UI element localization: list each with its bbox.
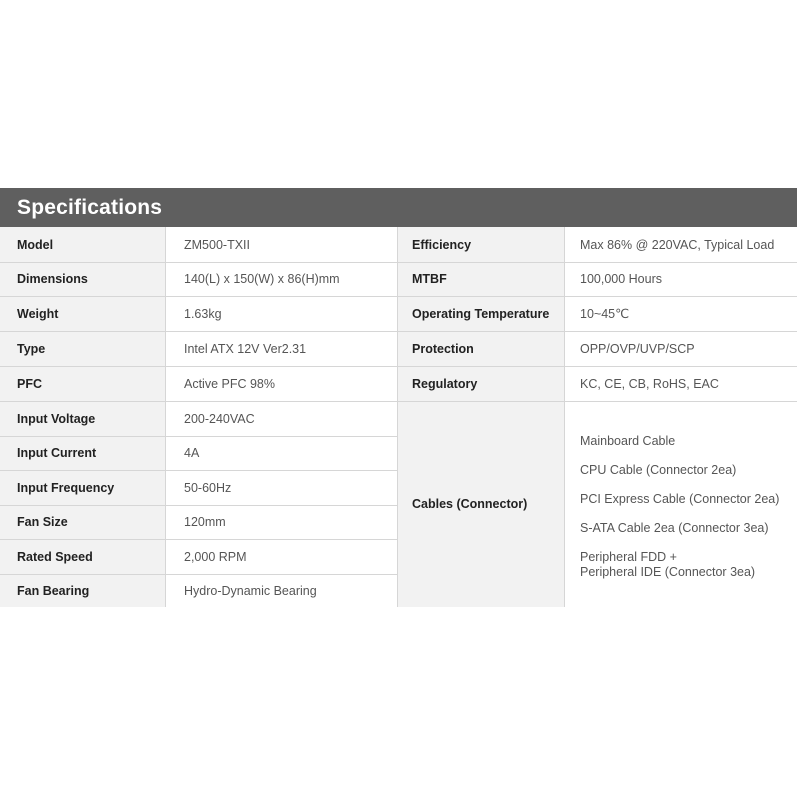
spec-label-dimensions: Dimensions: [0, 262, 165, 296]
spec-value-operating-temperature: 10~45℃: [564, 296, 797, 331]
spec-label-type: Type: [0, 331, 165, 366]
spec-value-efficiency: Max 86% @ 220VAC, Typical Load: [564, 227, 797, 262]
specifications-table: [0, 188, 797, 607]
spec-label-model: Model: [0, 227, 165, 262]
column-divider: [165, 227, 166, 607]
row-divider: [0, 505, 397, 506]
spec-label-fan-bearing: Fan Bearing: [0, 574, 165, 607]
spec-label-input-voltage: Input Voltage: [0, 401, 165, 436]
row-divider: [397, 366, 797, 367]
cable-item-pci-express: PCI Express Cable (Connector 2ea): [580, 492, 780, 506]
column-divider: [564, 227, 565, 607]
spec-value-mtbf: 100,000 Hours: [564, 262, 797, 296]
spec-grid: [0, 227, 797, 607]
cable-item-sata: S-ATA Cable 2ea (Connector 3ea): [580, 521, 769, 535]
cable-item-cpu: CPU Cable (Connector 2ea): [580, 463, 737, 477]
spec-label-weight: Weight: [0, 296, 165, 331]
spec-label-regulatory: Regulatory: [397, 366, 564, 401]
spec-value-regulatory: KC, CE, CB, RoHS, EAC: [564, 366, 797, 401]
row-divider: [0, 366, 397, 367]
spec-value-weight: 1.63kg: [165, 296, 397, 331]
spec-label-input-frequency: Input Frequency: [0, 470, 165, 505]
spec-value-cables: [564, 401, 797, 607]
row-divider: [397, 262, 797, 263]
row-divider: [0, 470, 397, 471]
spec-value-rated-speed: 2,000 RPM: [165, 539, 397, 574]
spec-value-dimensions: 140(L) x 150(W) x 86(H)mm: [165, 262, 397, 296]
spec-value-fan-bearing: Hydro-Dynamic Bearing: [165, 574, 397, 607]
column-divider: [397, 227, 398, 607]
row-divider: [0, 331, 397, 332]
spec-label-operating-temperature: Operating Temperature: [397, 296, 564, 331]
spec-value-pfc: Active PFC 98%: [165, 366, 397, 401]
spec-value-model: ZM500-TXII: [165, 227, 397, 262]
spec-label-protection: Protection: [397, 331, 564, 366]
spec-label-cables: Cables (Connector): [397, 401, 564, 607]
row-divider: [0, 262, 397, 263]
row-divider: [0, 574, 397, 575]
spec-value-fan-size: 120mm: [165, 505, 397, 539]
spec-label-pfc: PFC: [0, 366, 165, 401]
row-divider: [0, 436, 397, 437]
spec-value-input-current: 4A: [165, 436, 397, 470]
spec-label-input-current: Input Current: [0, 436, 165, 470]
row-divider: [397, 401, 797, 402]
row-divider: [397, 331, 797, 332]
spec-label-efficiency: Efficiency: [397, 227, 564, 262]
spec-label-rated-speed: Rated Speed: [0, 539, 165, 574]
spec-value-input-voltage: 200-240VAC: [165, 401, 397, 436]
spec-value-input-frequency: 50-60Hz: [165, 470, 397, 505]
spec-label-fan-size: Fan Size: [0, 505, 165, 539]
cable-item-peripheral-ide: Peripheral IDE (Connector 3ea): [580, 565, 756, 579]
spec-value-protection: OPP/OVP/UVP/SCP: [564, 331, 797, 366]
spec-label-mtbf: MTBF: [397, 262, 564, 296]
cable-item-mainboard: Mainboard Cable: [580, 434, 676, 448]
row-divider: [0, 401, 397, 402]
row-divider: [397, 296, 797, 297]
row-divider: [0, 296, 397, 297]
cable-item-peripheral-fdd: Peripheral FDD +: [580, 550, 677, 564]
spec-value-type: Intel ATX 12V Ver2.31: [165, 331, 397, 366]
specifications-header: Specifications: [0, 188, 797, 227]
row-divider: [0, 539, 397, 540]
